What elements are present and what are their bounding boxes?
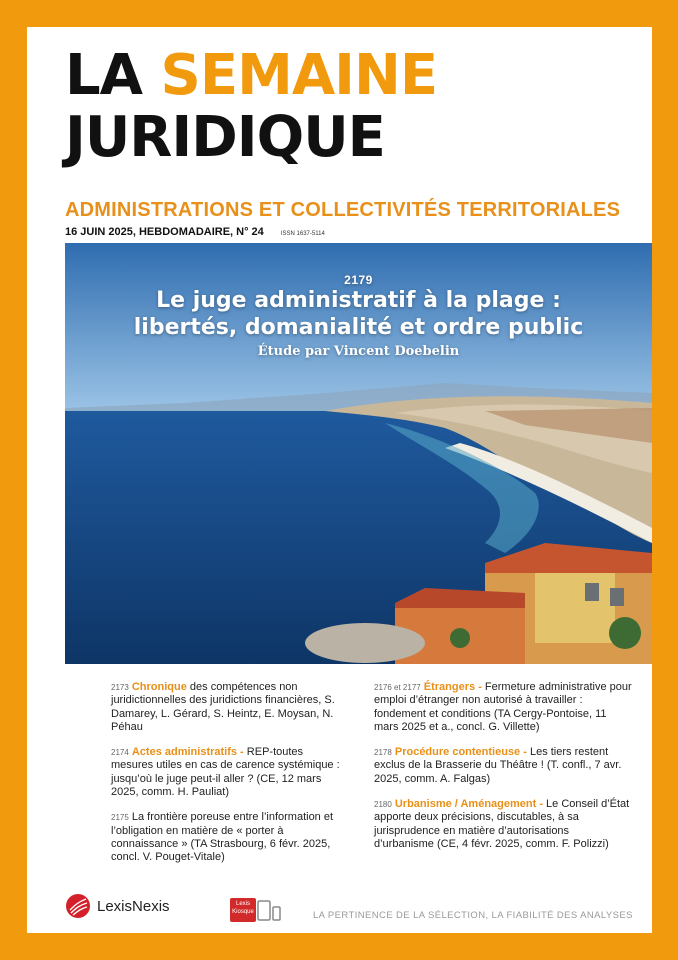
toc-keyword: Chronique [131,681,187,693]
toc-number: 2173 [111,683,129,692]
cover-number: 2179 [344,273,373,287]
toc-entry[interactable] [111,811,343,864]
issue-info [65,226,325,238]
cover-title-line2: libertés, domanialité et ordre public [133,315,584,340]
masthead-juridique: JURIDIQUE [65,105,385,170]
toc-keyword: Procédure contentieuse - [394,746,527,759]
toc-keyword: Actes administratifs - [131,746,244,759]
tagline: LA PERTINENCE DE LA SÉLECTION, LA FIABILITÉ DES ANALYSES [313,910,633,921]
issue-date: 16 JUIN 2025, HEBDOMADAIRE, N° 24 [65,226,264,238]
toc-entry[interactable] [374,681,632,734]
toc-keyword: Urbanisme / Aménagement - [394,798,543,811]
toc-text: des compétences non juridictionnelles des juridictions financières, S. Damarey, L. Gérard, S. Heintz, E. Moysan, N. Péhau [111,681,335,733]
toc-text: Le Conseil d’État apporte deux précisions, discutables, à sa jurisprudence en matière d’autorisations d’urbanisme (CE, 4 févr. 2025, comm. F. Polizzi) [374,798,630,850]
masthead-semaine: SEMAINE [160,43,438,108]
journal-subtitle: ADMINISTRATIONS ET COLLECTIVITÉS TERRITORIALES [65,199,621,221]
toc-keyword: Étrangers - [423,681,482,693]
toc-text: Les tiers restent exclus de la Brasserie du Théâtre ! (T. confl., 7 avr. 2025, comm. A. Falgas) [374,746,622,785]
toc-text: La frontière poreuse entre l’information et l’obligation en matière de « porter à connaissance » (TA Strasbourg, 6 févr. 2025, concl. V. Pouget-Vitale) [111,811,334,864]
toc-number: 2178 [374,748,392,758]
toc-entry[interactable] [111,681,343,734]
toc-text: Fermeture administrative pour emploi d’étranger non autorisé à travailler : fondement et conditions (TA Cergy-Pontoise, 11 mars 2025 et a., concl. G. Villette) [374,681,632,733]
toc-entry[interactable] [374,798,632,851]
cover-headline [65,273,652,359]
toc-number: 2174 [111,748,129,758]
lexisnexis-emblem-icon [65,893,91,919]
toc-entry[interactable] [111,746,343,799]
toc-column-left [111,681,343,877]
cover-photo [65,243,652,664]
kiosque-line1: Lexis [235,901,250,907]
toc-number: 2176 et 2177 [374,683,421,692]
brand-name: LexisNexis [97,897,170,915]
toc-number: 2180 [374,800,392,810]
issn: ISSN 1637-5114 [280,231,325,237]
toc-number: 2175 [111,813,129,823]
devices-icon [256,896,282,922]
masthead [65,45,437,169]
toc-entry[interactable] [374,746,632,786]
cover-title-line1: Le juge administratif à la plage : [156,288,561,313]
lexisnexis-logo[interactable] [65,893,170,919]
toc-column-right [374,681,632,863]
lexis-kiosque[interactable] [230,896,282,922]
masthead-la: LA [65,43,161,108]
toc-text: REP-toutes mesures utiles en cas de carence systémique : jusqu’où le juge peut-il aller ? (CE, 12 mars 2025, comm. H. Pauliat) [111,746,340,799]
kiosque-badge [230,898,256,922]
cover-author: Étude par Vincent Doebelin [257,344,460,359]
kiosque-line2: Kiosque [232,909,254,915]
cover-page [27,27,652,933]
